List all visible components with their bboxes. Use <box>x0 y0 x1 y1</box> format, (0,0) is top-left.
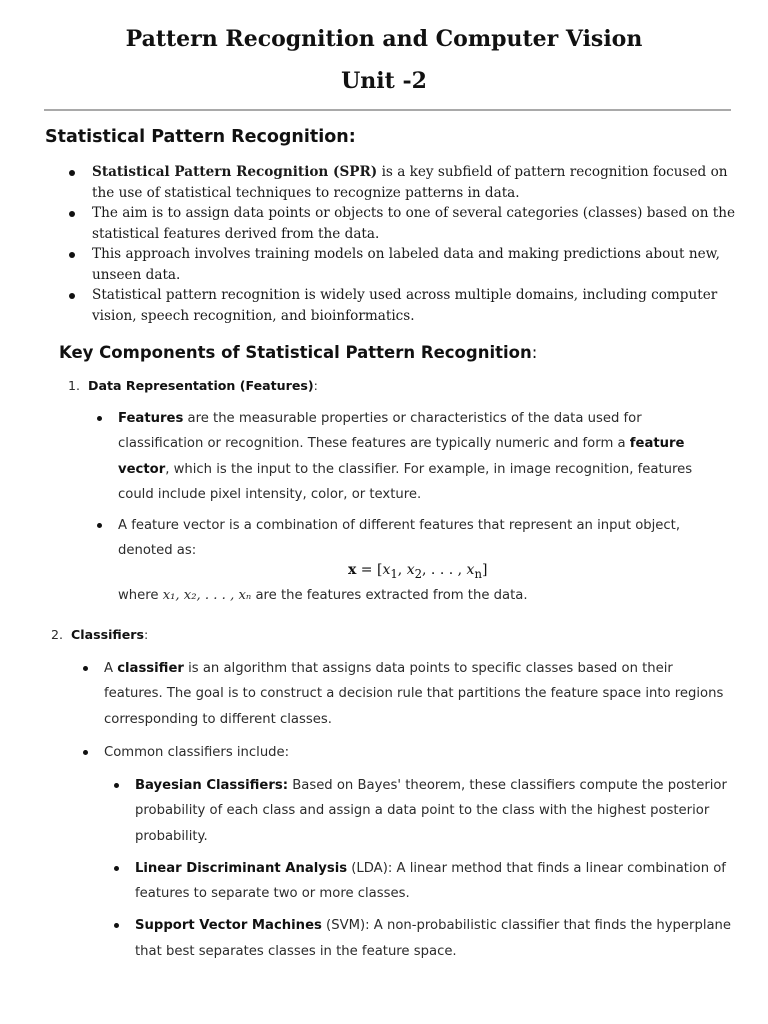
classifiers-bullet-list <box>104 656 730 765</box>
spr-bullet-list <box>65 162 737 326</box>
list-item-text: (LDA): A linear method that finds a linear combination of features to separate two or more classes. <box>135 860 726 902</box>
classifier-name: Bayesian Classifiers: <box>135 778 288 793</box>
classifier-name: Linear Discriminant Analysis <box>135 860 348 876</box>
list-item-text: This approach involves training models on labeled data and making predictions about new, unseen data. <box>92 246 720 283</box>
spr-term: Statistical Pattern Recognition (SPR) <box>92 164 378 180</box>
key-components-heading-text: Key Components of Statistical Pattern Recognition <box>59 343 532 362</box>
feature-vector-formula: $x = [x_1$, $x_2$, . . . , $x_n$] <box>348 562 488 581</box>
list-item-text: The aim is to assign data points or objects to one of several categories (classes) based on the statistical features derived from the data. <box>92 205 736 242</box>
list-item <box>104 656 730 732</box>
data-representation-heading <box>68 378 318 393</box>
classifier-term: classifier <box>117 661 184 676</box>
list-item <box>104 740 730 765</box>
key-components-heading <box>59 343 537 362</box>
section-suffix: : <box>313 378 318 393</box>
feature-vector-term: feature vector <box>118 436 685 477</box>
where-suffix: are the features extracted from the data. <box>251 588 528 603</box>
list-item <box>135 856 735 907</box>
section-label: Data Representation (Features) <box>88 378 314 393</box>
list-item-text: Based on Bayes' theorem, these classifiers compute the posterior probability of each class and assign a data point to the class with the highest posterior probability. <box>135 778 727 844</box>
list-item-text: is a key subfield of pattern recognition focused on the use of statistical techniques to recognize patterns in data. <box>92 164 728 201</box>
formula-sub: n <box>474 566 482 581</box>
list-item <box>65 162 737 203</box>
list-item-text: Statistical pattern recognition is widely used across multiple domains, including computer vision, speech recognition, and bioinformatics. <box>92 287 718 324</box>
list-item-text: , which is the input to the classifier. For example, in image recognition, features could include pixel intensity, color, or texture. <box>118 461 693 502</box>
list-item <box>118 406 728 507</box>
list-item <box>135 913 735 964</box>
formula-close: ] <box>481 562 488 578</box>
list-item-text: A feature vector is a combination of different features that represent an input object, denoted as: <box>118 518 681 559</box>
features-term: Features <box>118 411 184 426</box>
list-item-text: are the measurable properties or characteristics of the data used for classification or recognition. These features are typically numeric and form a <box>118 411 642 452</box>
formula-eq: = [ <box>356 562 383 578</box>
where-prefix: where <box>118 588 163 603</box>
list-item <box>65 285 737 326</box>
list-item-text: Common classifiers include: <box>104 744 290 760</box>
section-number: 1. <box>68 378 81 393</box>
classifier-name: Support Vector Machines <box>135 918 322 934</box>
where-line <box>118 588 528 603</box>
formula-var: x <box>382 562 391 578</box>
list-item <box>118 513 728 564</box>
formula-var: x <box>406 562 415 578</box>
where-variables: x₁, x₂, . . . , xₙ <box>162 588 252 603</box>
section-label: Classifiers <box>71 627 144 642</box>
formula-lhs: x <box>348 562 357 578</box>
section-number: 2. <box>51 627 64 642</box>
list-item <box>65 244 737 285</box>
list-item-text: (SVM): A non-probabilistic classifier that finds the hyperplane that best separates classes in the feature space. <box>135 918 732 959</box>
document-title: Pattern Recognition and Computer Vision <box>125 26 643 52</box>
spr-heading: Statistical Pattern Recognition: <box>45 127 356 147</box>
heading-colon: : <box>531 343 538 362</box>
list-item <box>135 773 735 849</box>
list-item-text: is an algorithm that assigns data points to specific classes based on their features. The goal is to construct a decision rule that partitions the feature space into regions corresponding to different classes. <box>104 661 724 727</box>
section-suffix: : <box>144 627 149 642</box>
formula-sub: 2 <box>414 566 423 581</box>
formula-sub: 1 <box>390 566 398 581</box>
formula-dots: . . . <box>430 562 458 578</box>
unit-label: Unit -2 <box>341 68 427 94</box>
classifiers-heading <box>51 627 148 642</box>
formula-var: x <box>466 562 475 578</box>
common-classifiers-list <box>135 773 735 964</box>
list-item <box>65 203 737 244</box>
list-item-text: A <box>104 661 118 676</box>
horizontal-rule <box>44 109 731 111</box>
features-bullet-list <box>118 406 728 564</box>
